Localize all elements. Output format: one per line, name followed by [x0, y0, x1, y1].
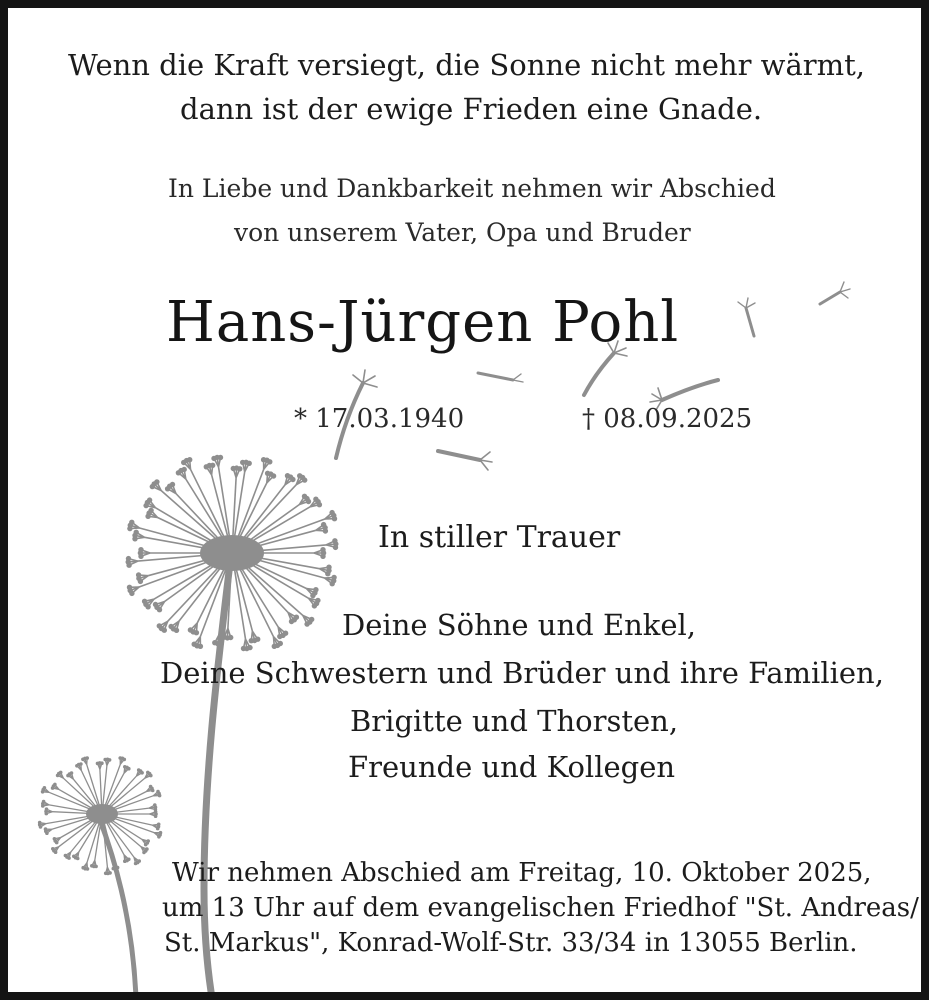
birth-date: * 17.03.1940	[294, 404, 465, 434]
service-line: Wir nehmen Abschied am Freitag, 10. Oktober 2025,	[172, 858, 872, 888]
dandelion-illustration	[8, 8, 929, 1000]
service-line: um 13 Uhr auf dem evangelischen Friedhof "St. Andreas/	[162, 893, 919, 923]
mourner-line: Deine Schwestern und Brüder und ihre Familien,	[160, 656, 884, 690]
quote-line: Wenn die Kraft versiegt, die Sonne nicht mehr wärmt,	[68, 48, 865, 82]
intro-line: von unserem Vater, Opa und Bruder	[234, 218, 691, 247]
death-date: † 08.09.2025	[582, 404, 753, 434]
deceased-name: Hans-Jürgen Pohl	[166, 290, 680, 355]
mourner-line: Deine Söhne und Enkel,	[342, 608, 697, 642]
mourner-line: Freunde und Kollegen	[348, 750, 676, 784]
quote-line: dann ist der ewige Frieden eine Gnade.	[180, 92, 763, 126]
mourning-heading: In stiller Trauer	[378, 520, 621, 555]
dandelion-small-icon	[38, 756, 162, 998]
intro-line: In Liebe und Dankbarkeit nehmen wir Abschied	[168, 174, 776, 203]
mourner-line: Brigitte und Thorsten,	[350, 704, 679, 738]
service-line: St. Markus", Konrad-Wolf-Str. 33/34 in 13055 Berlin.	[164, 928, 858, 958]
